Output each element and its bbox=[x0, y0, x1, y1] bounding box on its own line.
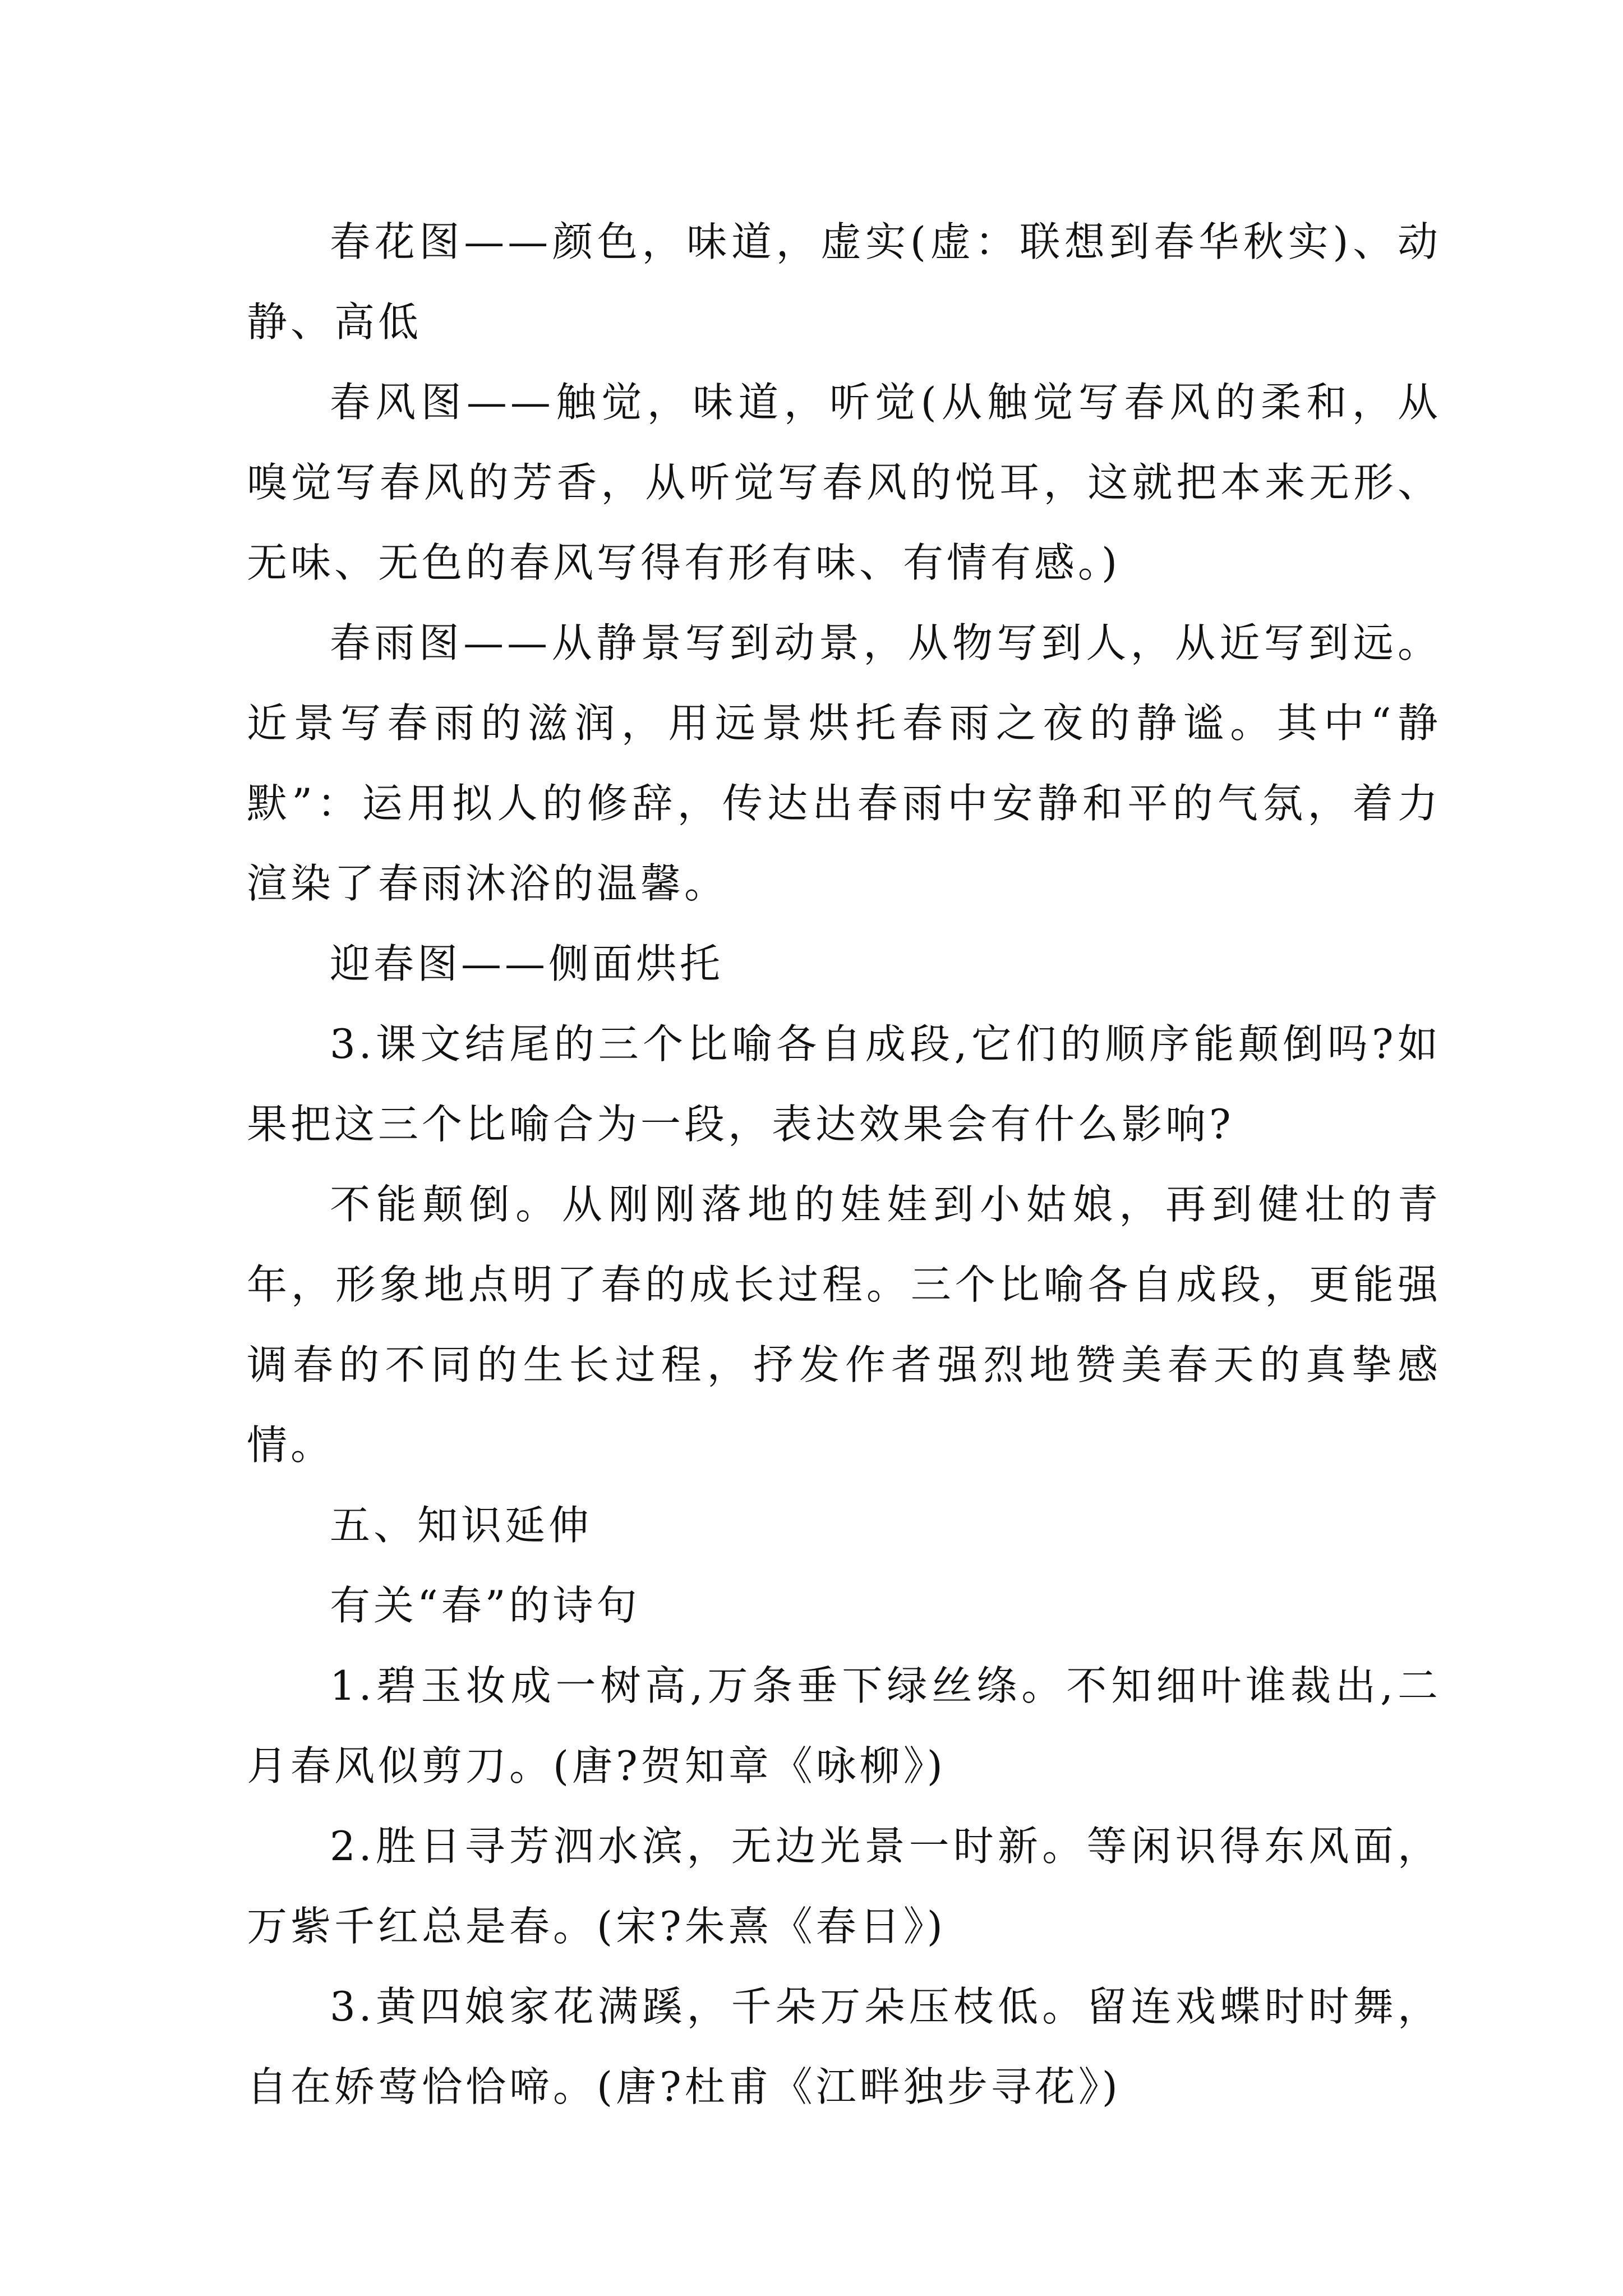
paragraph-welcome-spring: 迎春图——侧面烘托 bbox=[330, 940, 724, 987]
document-body bbox=[247, 202, 1441, 2127]
poem-item-1: 1.碧玉妆成一树高,万条垂下绿丝绦。不知细叶谁裁出,二月春风似剪刀。(唐?贺知章《咏柳》) bbox=[247, 1662, 1441, 1789]
paragraph-spring-rain: 春雨图——从静景写到动景，从物写到人，从近写到远。近景写春雨的滋润，用远景烘托春雨之夜的静谧。其中“静默”：运用拟人的修辞，传达出春雨中安静和平的气氛，着力渲染了春雨沐浴的温馨。 bbox=[247, 619, 1441, 907]
subheading-spring-poems: 有关“春”的诗句 bbox=[330, 1582, 640, 1629]
paragraph-spring-wind: 春风图——触觉，味道，听觉(从触觉写春风的柔和，从嗅觉写春风的芳香，从听觉写春风的悦耳，这就把本来无形、无味、无色的春风写得有形有味、有情有感。) bbox=[247, 379, 1441, 586]
section-heading-knowledge-extension: 五、知识延伸 bbox=[330, 1502, 593, 1549]
paragraph-spring-flower: 春花图——颜色，味道，虚实(虚：联想到春华秋实)、动静、高低 bbox=[247, 218, 1441, 346]
poem-item-2: 2.胜日寻芳泗水滨，无边光景一时新。等闲识得东风面，万紫千红总是春。(宋?朱熹《春日》) bbox=[247, 1823, 1441, 1950]
paragraph-answer-3: 不能颠倒。从刚刚落地的娃娃到小姑娘，再到健壮的青年，形象地点明了春的成长过程。三个比喻各自成段，更能强调春的不同的生长过程，抒发作者强烈地赞美春天的真挚感情。 bbox=[247, 1181, 1441, 1469]
poem-item-3: 3.黄四娘家花满蹊，千朵万朵压枝低。留连戏蝶时时舞，自在娇莺恰恰啼。(唐?杜甫《江畔独步寻花》) bbox=[247, 1983, 1441, 2110]
paragraph-question-3: 3.课文结尾的三个比喻各自成段,它们的顺序能颠倒吗?如果把这三个比喻合为一段，表达效果会有什么影响? bbox=[247, 1020, 1441, 1148]
